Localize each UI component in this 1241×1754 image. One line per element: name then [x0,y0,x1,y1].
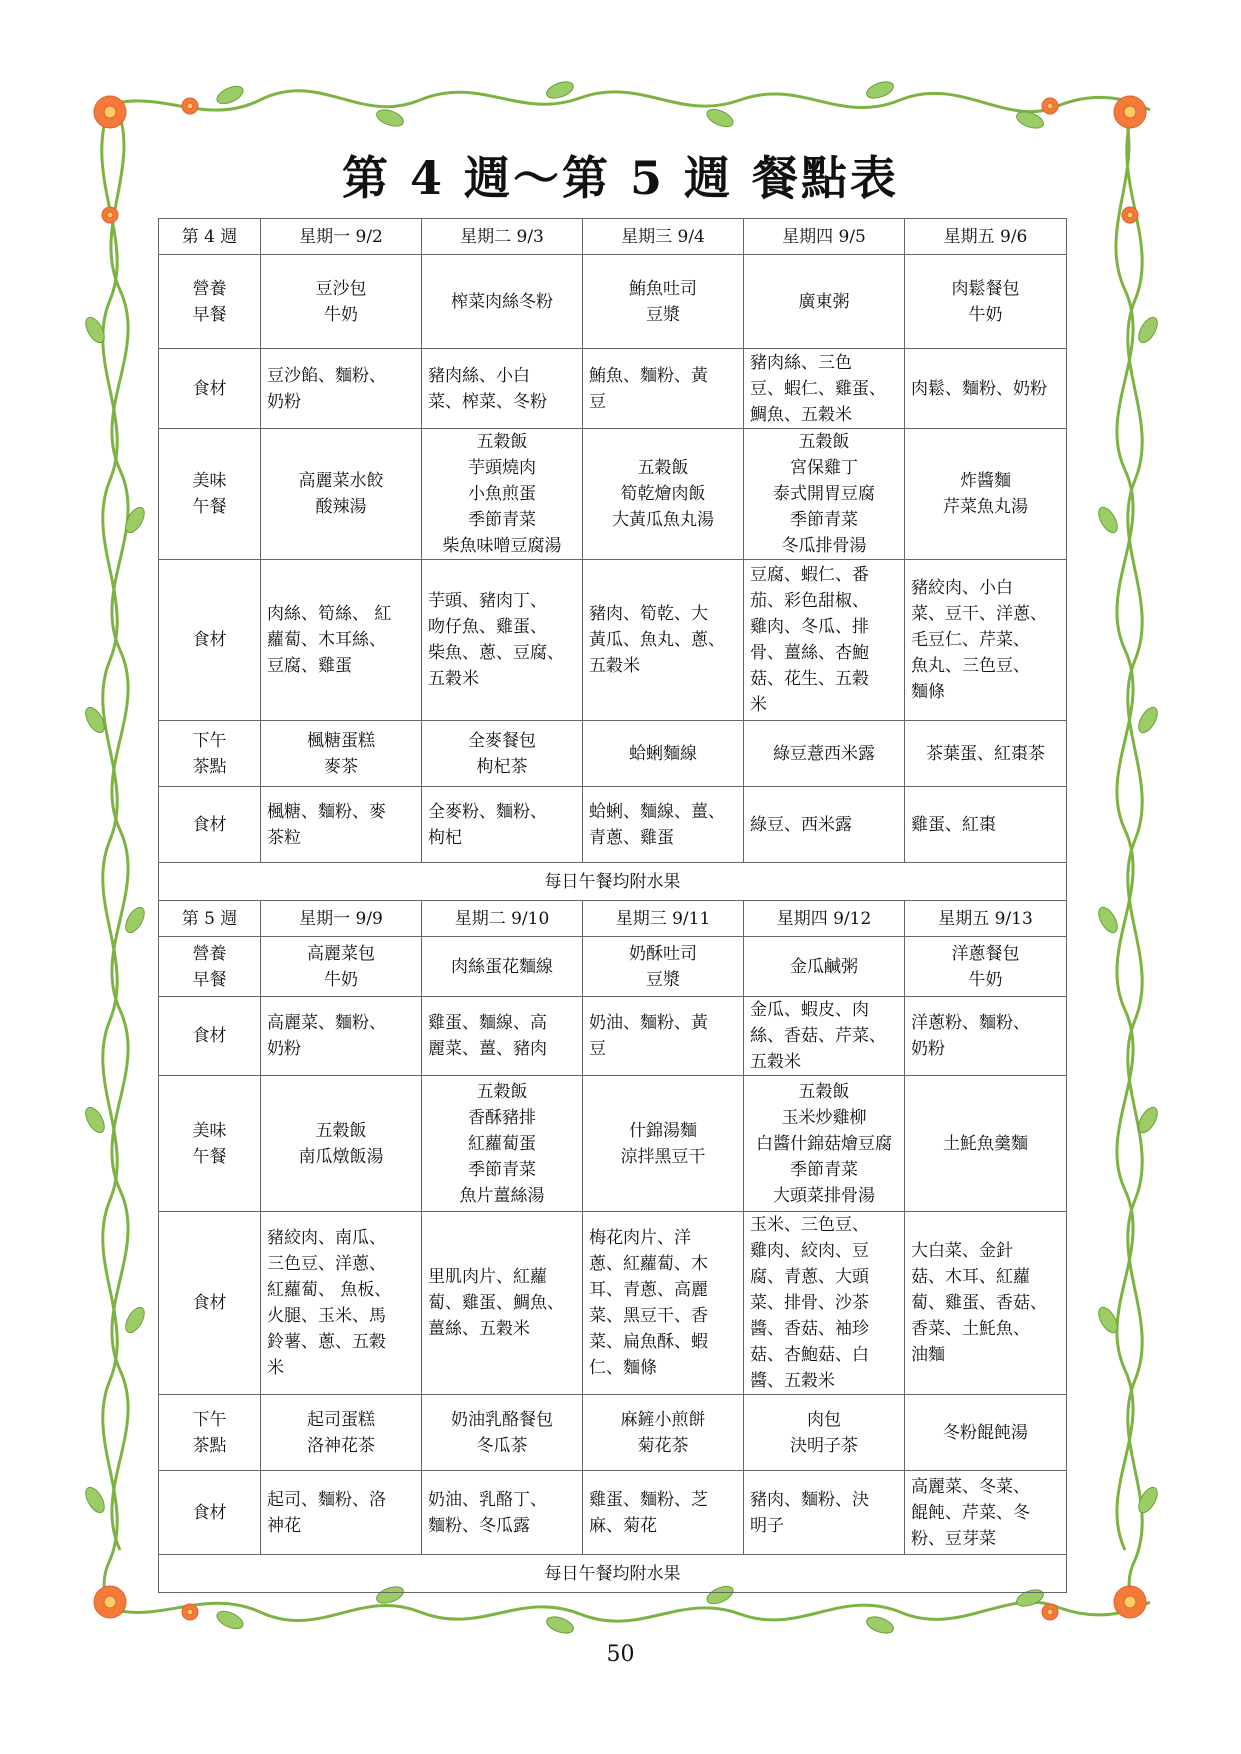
menu-cell: 豬肉、筍乾、大 黃瓜、魚丸、蔥、 五穀米 [583,560,744,721]
menu-cell: 五穀飯 宮保雞丁 泰式開胃豆腐 季節青菜 冬瓜排骨湯 [744,429,905,560]
menu-cell: 金瓜鹹粥 [744,937,905,997]
menu-cell: 肉包 決明子茶 [744,1395,905,1471]
menu-cell: 高麗菜包 牛奶 [261,937,422,997]
row-label: 食材 [159,1212,261,1395]
row-label: 營養 早餐 [159,255,261,349]
row-label: 食材 [159,349,261,429]
menu-cell: 楓糖、麵粉、麥 茶粒 [261,787,422,863]
menu-cell: 榨菜肉絲冬粉 [422,255,583,349]
table-row [159,787,1067,863]
menu-cell: 芋頭、豬肉丁、 吻仔魚、雞蛋、 柴魚、蔥、豆腐、 五穀米 [422,560,583,721]
menu-cell: 土魠魚羹麵 [905,1076,1067,1212]
table-row [159,1212,1067,1395]
page-title: 第 4 週～第 5 週 餐點表 [341,151,900,205]
table-row [159,1471,1067,1555]
menu-cell: 奶油、乳酪丁、 麵粉、冬瓜露 [422,1471,583,1555]
table-row [159,997,1067,1076]
menu-cell: 鮪魚吐司 豆漿 [583,255,744,349]
week4-day-header: 星期二 9/3 [422,219,583,255]
menu-cell: 廣東粥 [744,255,905,349]
week4-day-header: 星期三 9/4 [583,219,744,255]
fruit-note: 每日午餐均附水果 [159,1555,1067,1593]
week5-day-header: 星期五 9/13 [905,901,1067,937]
menu-cell: 什錦湯麵 涼拌黑豆干 [583,1076,744,1212]
table-row [159,255,1067,349]
week4-note-row [159,863,1067,901]
menu-cell: 起司、麵粉、洛 神花 [261,1471,422,1555]
menu-cell: 奶油、麵粉、黃 豆 [583,997,744,1076]
row-label: 美味 午餐 [159,1076,261,1212]
menu-cell: 豬絞肉、小白 菜、豆干、洋蔥、 毛豆仁、芹菜、 魚丸、三色豆、 麵條 [905,560,1067,721]
fruit-note: 每日午餐均附水果 [159,863,1067,901]
menu-cell: 高麗菜水餃 酸辣湯 [261,429,422,560]
row-label: 食材 [159,997,261,1076]
menu-cell: 大白菜、金針 菇、木耳、紅蘿 蔔、雞蛋、香菇、 香菜、土魠魚、 油麵 [905,1212,1067,1395]
row-label: 美味 午餐 [159,429,261,560]
week4-label-cell: 第 4 週 [159,219,261,255]
menu-cell: 豆腐、蝦仁、番 茄、彩色甜椒、 雞肉、冬瓜、排 骨、薑絲、杏鮑 菇、花生、五穀 米 [744,560,905,721]
table-row [159,1395,1067,1471]
week5-day-header: 星期一 9/9 [261,901,422,937]
row-label: 食材 [159,787,261,863]
menu-cell: 綠豆、西米露 [744,787,905,863]
week4-header-row [159,219,1067,255]
menu-cell: 奶酥吐司 豆漿 [583,937,744,997]
menu-cell: 綠豆薏西米露 [744,721,905,787]
week5-note-row [159,1555,1067,1593]
week5-day-header: 星期三 9/11 [583,901,744,937]
menu-cell: 肉絲蛋花麵線 [422,937,583,997]
week5-label-cell: 第 5 週 [159,901,261,937]
table-row [159,349,1067,429]
menu-cell: 麻鏟小煎餅 菊花茶 [583,1395,744,1471]
week4-day-header: 星期一 9/2 [261,219,422,255]
menu-table [158,218,1067,1593]
menu-cell: 豆沙餡、麵粉、 奶粉 [261,349,422,429]
menu-cell: 洋蔥餐包 牛奶 [905,937,1067,997]
row-label: 營養 早餐 [159,937,261,997]
menu-cell: 雞蛋、麵粉、芝 麻、菊花 [583,1471,744,1555]
week4-day-header: 星期四 9/5 [744,219,905,255]
table-row [159,1076,1067,1212]
menu-cell: 肉鬆餐包 牛奶 [905,255,1067,349]
table-row [159,721,1067,787]
menu-cell: 雞蛋、麵線、高 麗菜、薑、豬肉 [422,997,583,1076]
page-number: 50 [606,1642,635,1667]
menu-cell: 梅花肉片、洋 蔥、紅蘿蔔、木 耳、青蔥、高麗 菜、黑豆干、香 菜、扁魚酥、蝦 仁、麵條 [583,1212,744,1395]
week5-day-header: 星期四 9/12 [744,901,905,937]
menu-cell: 五穀飯 筍乾燴肉飯 大黃瓜魚丸湯 [583,429,744,560]
menu-cell: 鮪魚、麵粉、黃 豆 [583,349,744,429]
week5-day-header: 星期二 9/10 [422,901,583,937]
menu-cell: 豬肉絲、小白 菜、榨菜、冬粉 [422,349,583,429]
menu-cell: 茶葉蛋、紅棗茶 [905,721,1067,787]
row-label: 下午 茶點 [159,1395,261,1471]
week4-day-header: 星期五 9/6 [905,219,1067,255]
menu-cell: 起司蛋糕 洛神花茶 [261,1395,422,1471]
menu-cell: 雞蛋、紅棗 [905,787,1067,863]
menu-cell: 金瓜、蝦皮、肉 絲、香菇、芹菜、 五穀米 [744,997,905,1076]
menu-cell: 全麥粉、麵粉、 枸杞 [422,787,583,863]
row-label: 下午 茶點 [159,721,261,787]
menu-cell: 肉絲、筍絲、 紅 蘿蔔、木耳絲、 豆腐、雞蛋 [261,560,422,721]
menu-cell: 五穀飯 香酥豬排 紅蘿蔔蛋 季節青菜 魚片薑絲湯 [422,1076,583,1212]
menu-cell: 豆沙包 牛奶 [261,255,422,349]
row-label: 食材 [159,1471,261,1555]
table-row [159,560,1067,721]
row-label: 食材 [159,560,261,721]
menu-cell: 五穀飯 芋頭燒肉 小魚煎蛋 季節青菜 柴魚味噌豆腐湯 [422,429,583,560]
menu-cell: 洋蔥粉、麵粉、 奶粉 [905,997,1067,1076]
menu-cell: 豬絞肉、南瓜、 三色豆、洋蔥、 紅蘿蔔、 魚板、 火腿、玉米、馬 鈴薯、蔥、五穀 米 [261,1212,422,1395]
menu-cell: 蛤蜊麵線 [583,721,744,787]
menu-cell: 奶油乳酪餐包 冬瓜茶 [422,1395,583,1471]
menu-cell: 炸醬麵 芹菜魚丸湯 [905,429,1067,560]
menu-cell: 豬肉絲、三色 豆、蝦仁、雞蛋、 鯛魚、五穀米 [744,349,905,429]
menu-cell: 全麥餐包 枸杞茶 [422,721,583,787]
menu-cell: 高麗菜、冬菜、 餛飩、芹菜、冬 粉、豆芽菜 [905,1471,1067,1555]
menu-cell: 楓糖蛋糕 麥茶 [261,721,422,787]
menu-cell: 肉鬆、麵粉、奶粉 [905,349,1067,429]
menu-cell: 冬粉餛飩湯 [905,1395,1067,1471]
menu-cell: 高麗菜、麵粉、 奶粉 [261,997,422,1076]
menu-cell: 五穀飯 玉米炒雞柳 白醬什錦菇燴豆腐 季節青菜 大頭菜排骨湯 [744,1076,905,1212]
menu-cell: 蛤蜊、麵線、薑、 青蔥、雞蛋 [583,787,744,863]
menu-cell: 里肌肉片、紅蘿 蔔、雞蛋、鯛魚、 薑絲、五穀米 [422,1212,583,1395]
table-row [159,429,1067,560]
table-row [159,937,1067,997]
menu-cell: 玉米、三色豆、 雞肉、絞肉、豆 腐、青蔥、大頭 菜、排骨、沙茶 醬、香菇、袖珍 菇、杏鮑菇、白 醬、五穀米 [744,1212,905,1395]
week5-header-row [159,901,1067,937]
menu-cell: 五穀飯 南瓜燉飯湯 [261,1076,422,1212]
menu-cell: 豬肉、麵粉、決 明子 [744,1471,905,1555]
